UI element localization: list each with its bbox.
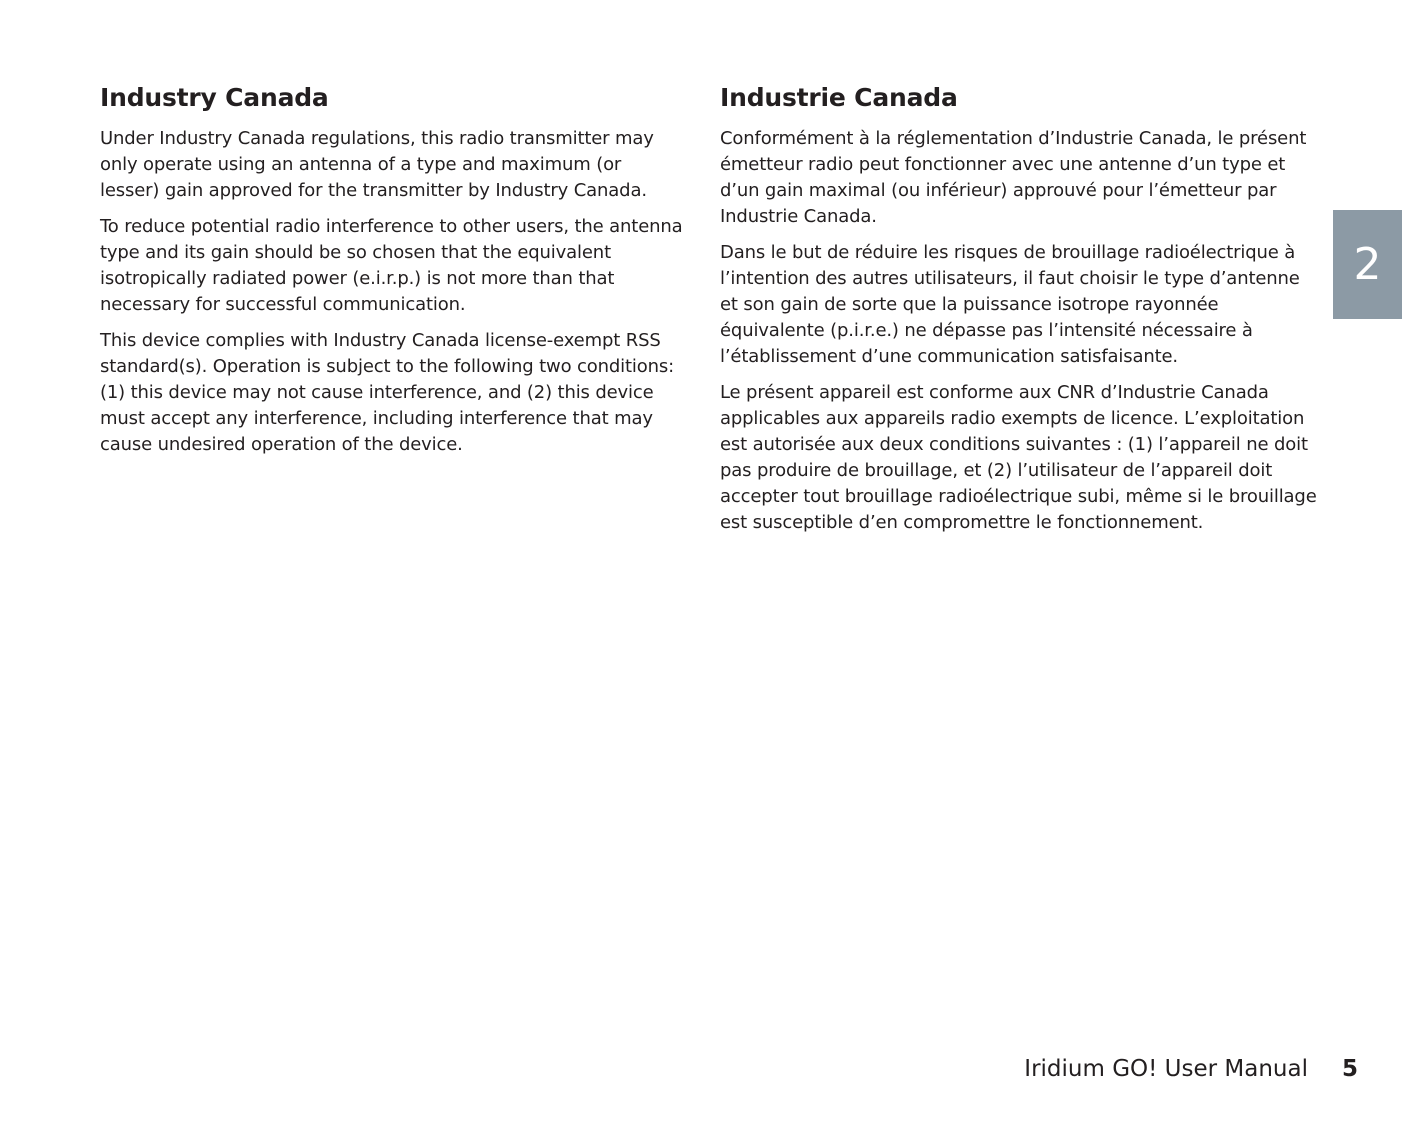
paragraph-french-1: Conformément à la réglementation d’Industrie Canada, le présent émetteur radio peut fonctionner avec une antenne d’un type et d’un gain maximal (ou inférieur) approuvé pour l’émetteur par Industrie Canada. xyxy=(720,128,1307,227)
french-column xyxy=(720,80,1320,546)
chapter-number: 2 xyxy=(1353,239,1382,290)
section-title-french: Industrie Canada xyxy=(720,83,958,112)
page-footer xyxy=(1024,1052,1358,1086)
paragraph-french-3: Le présent appareil est conforme aux CNR d’Industrie Canada applicables aux appareils radio exempts de licence. L’exploitation est autorisée aux deux conditions suivantes : (1) l’appareil ne doit pas produire de brouillage, et (2) l’utilisateur de l’appareil doit accepter tout brouillage radioélectrique subi, même si le brouillage est susceptible d’en compromettre le fonctionnement. xyxy=(720,382,1317,533)
paragraph-french-2: Dans le but de réduire les risques de brouillage radioélectrique à l’intention des autres utilisateurs, il faut choisir le type d’antenne et son gain de sorte que la puissance isotrope rayonnée équivalente (p.i.r.e.) ne dépasse pas l’intensité nécessaire à l’établissement d’une communication satisfaisante. xyxy=(720,242,1300,367)
page-number: 5 xyxy=(1341,1056,1358,1082)
paragraph-english-2: To reduce potential radio interference to other users, the antenna type and its gain should be so chosen that the equivalent isotropically radiated power (e.i.r.p.) is not more than that necessary for successful communication. xyxy=(100,216,683,315)
paragraph-english-1: Under Industry Canada regulations, this radio transmitter may only operate using an antenna of a type and maximum (or lesser) gain approved for the transmitter by Industry Canada. xyxy=(100,128,654,201)
chapter-tab xyxy=(1333,210,1402,319)
section-title-english: Industry Canada xyxy=(100,83,329,112)
manual-title: Iridium GO! User Manual xyxy=(1024,1056,1308,1082)
paragraph-english-3: This device complies with Industry Canada license-exempt RSS standard(s). Operation is subject to the following two conditions: (1) this device may not cause interference, and (2) this device must accept any interference, including interference that may cause undesired operation of the device. xyxy=(100,330,675,455)
english-column xyxy=(100,80,685,468)
